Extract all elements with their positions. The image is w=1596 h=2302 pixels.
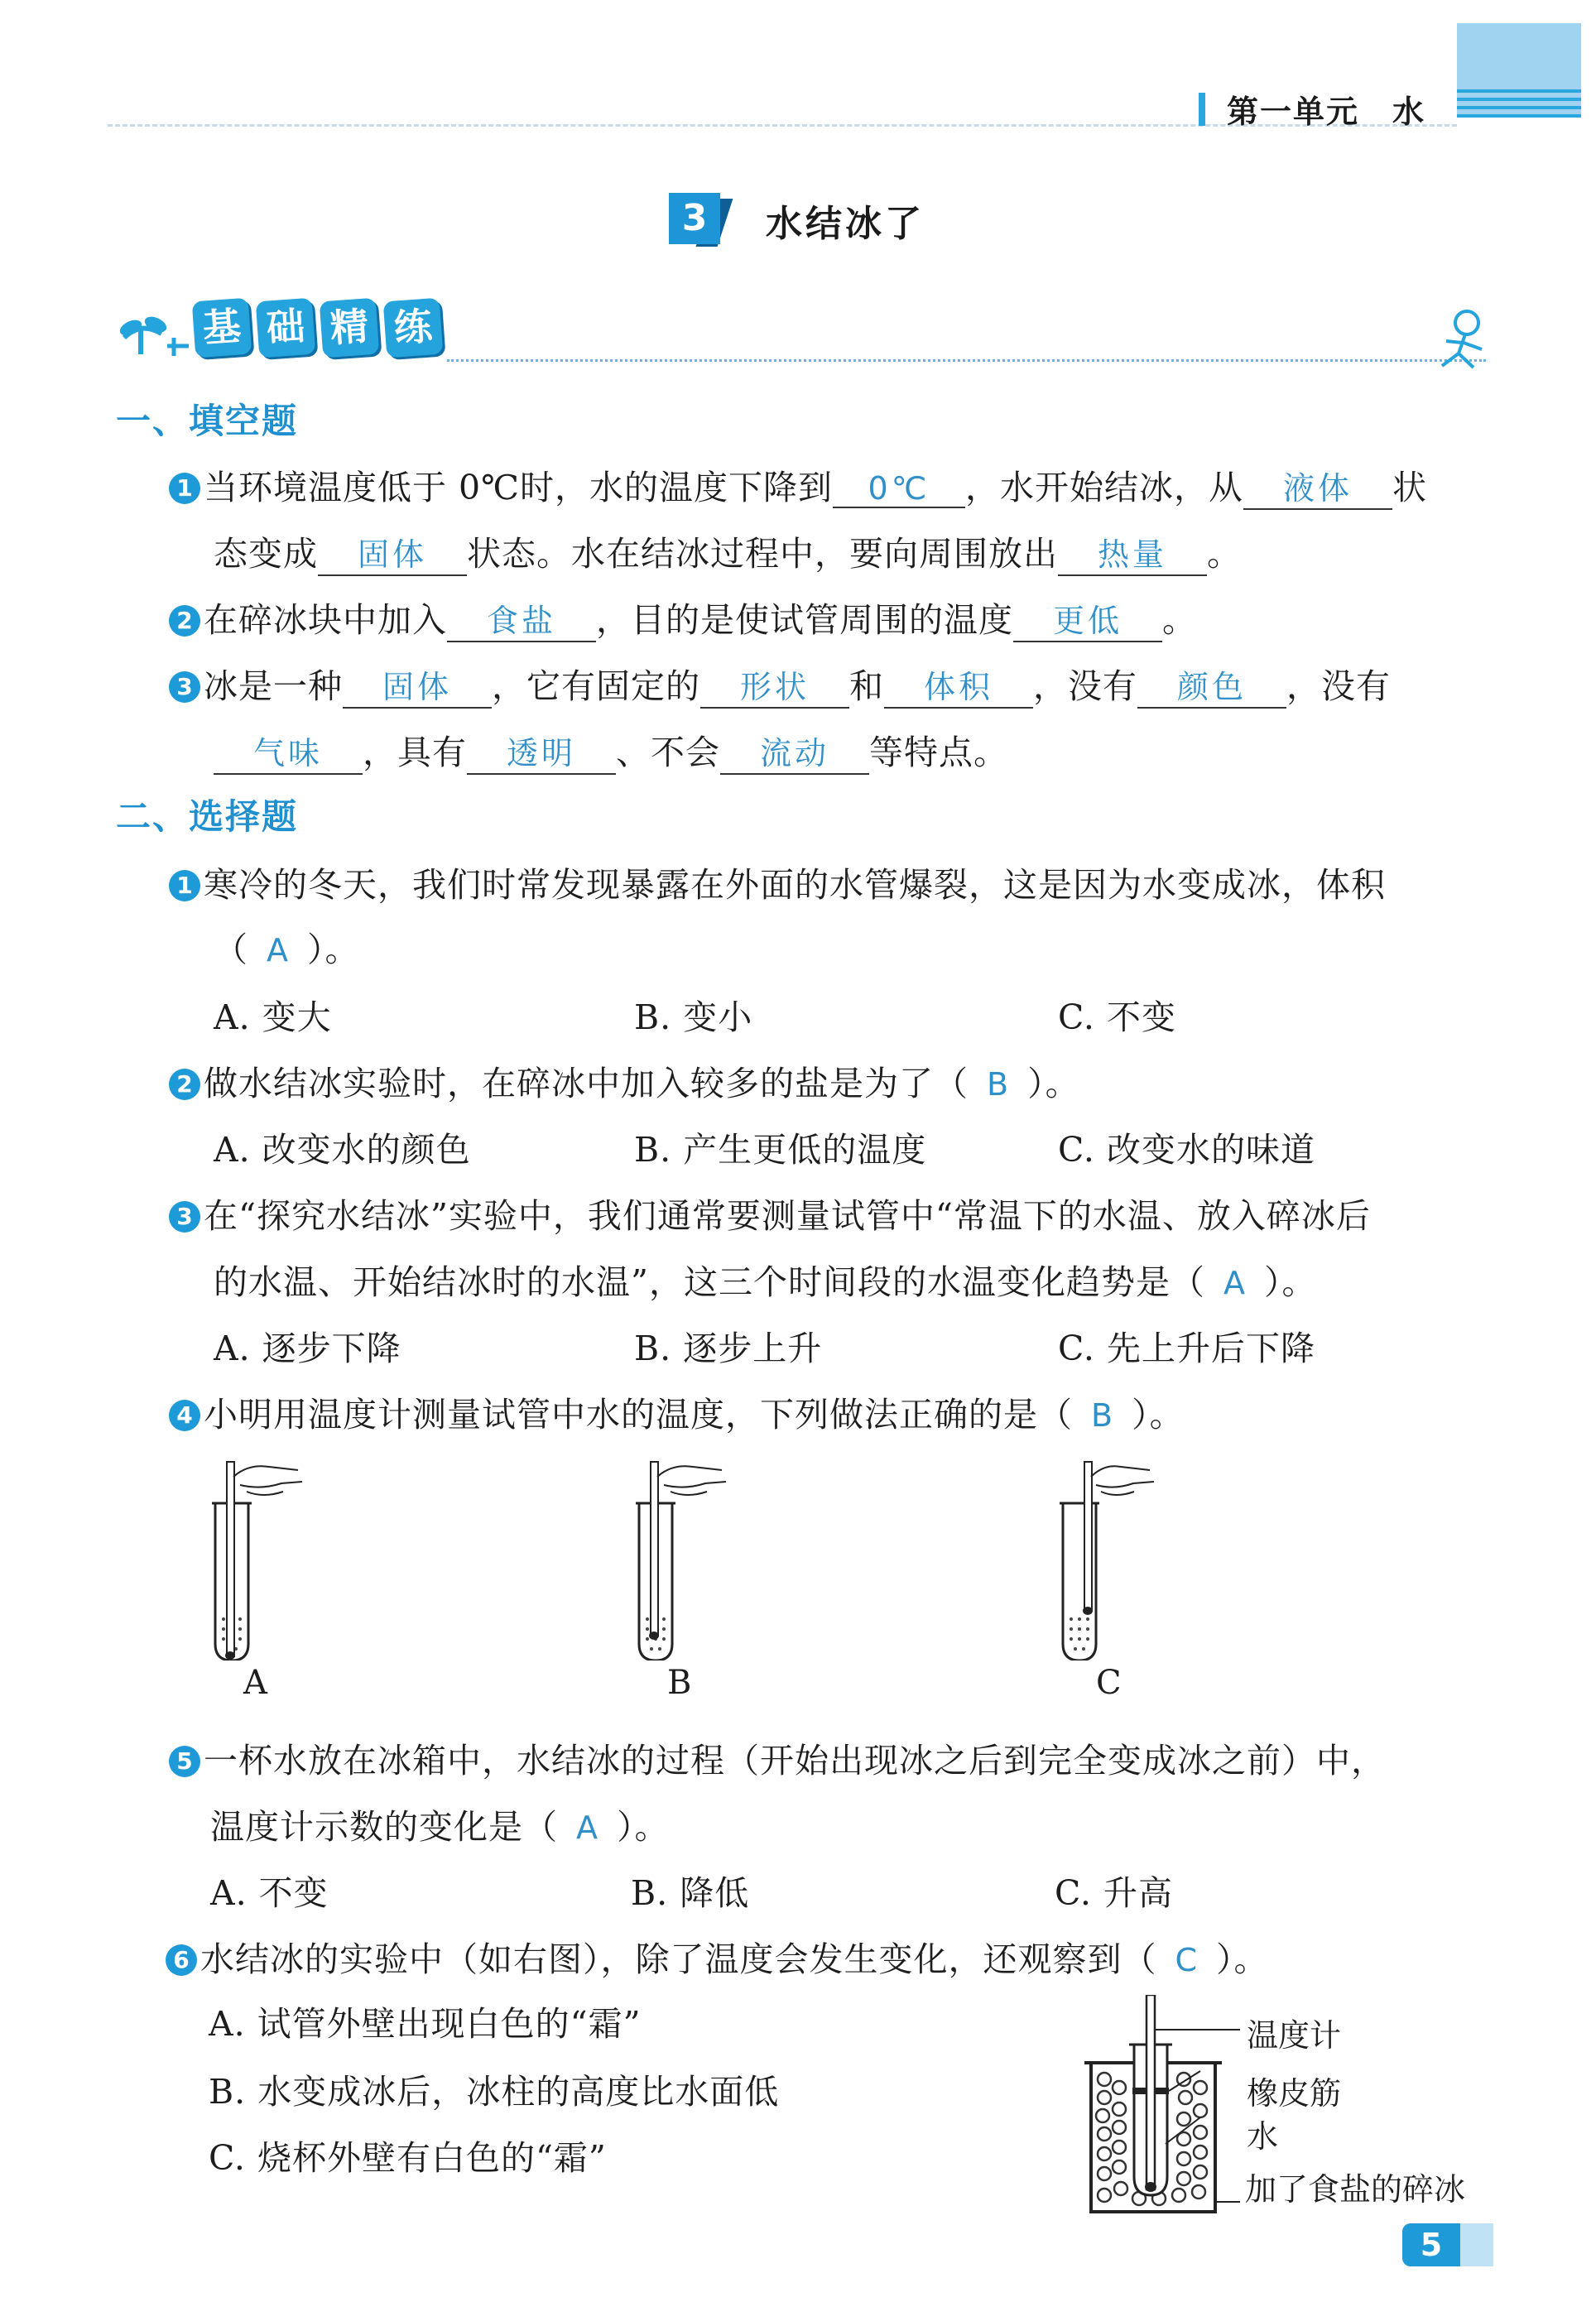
lesson-title: 水结冰了 <box>766 203 925 245</box>
answer-blank: 食盐 <box>447 595 596 642</box>
answer-blank: 透明 <box>467 728 616 775</box>
figure-label-a: A <box>243 1664 267 1702</box>
answer-blank: 流动 <box>720 728 869 775</box>
choice-answer: A <box>267 932 289 968</box>
page-number-tab <box>1460 2223 1493 2266</box>
choice-q5-line1 <box>169 1733 1386 1782</box>
answer-blank: 形状 <box>700 661 849 709</box>
answer-blank: 液体 <box>1243 463 1392 510</box>
question-text: ，具有 <box>363 733 467 772</box>
paren-close: ）。 <box>1132 1395 1185 1435</box>
header-accent-bar <box>1199 93 1205 126</box>
choice-q1-line2 <box>214 922 360 971</box>
unit-title: 第一单元 水 <box>1227 94 1426 130</box>
banner-char-1: 基 <box>192 298 252 358</box>
running-kid-icon <box>1425 308 1492 374</box>
paren-close: ）。 <box>307 930 360 969</box>
figure-label-c: C <box>1096 1664 1122 1702</box>
question-text: 和 <box>849 666 884 706</box>
question-text: 在碎冰块中加入 <box>204 600 447 640</box>
question-text: 当环境温度低于 0℃时，水的温度下降到 <box>204 468 833 507</box>
option-c: C. 不变 <box>1058 997 1176 1037</box>
option-c: C. 烧杯外壁有白色的“霜” <box>209 2138 607 2178</box>
answer-blank: 体积 <box>884 661 1033 709</box>
answer-blank: 气味 <box>214 728 363 775</box>
question-text: ，它有固定的 <box>492 666 700 706</box>
diagram-label-rubber-band: 橡皮筋 <box>1247 2075 1342 2112</box>
option-c: C. 改变水的味道 <box>1058 1130 1315 1170</box>
fill-q2-line1 <box>169 593 1197 642</box>
question-text: 。 <box>1162 600 1197 640</box>
banner-char-2: 础 <box>256 298 316 358</box>
paren-close: ）。 <box>1263 1262 1317 1302</box>
question-text: ，没有 <box>1033 666 1137 706</box>
choice-q2-line1 <box>169 1056 1080 1105</box>
answer-blank: 颜色 <box>1137 661 1286 709</box>
answer-blank: 热量 <box>1058 529 1207 576</box>
option-b: B. 产生更低的温度 <box>634 1130 927 1170</box>
choice-q6-line1 <box>166 1932 1269 1981</box>
question-number: 2 <box>169 605 200 637</box>
question-text: 。 <box>1207 534 1242 574</box>
question-number: 1 <box>169 870 200 901</box>
question-number: 4 <box>169 1400 200 1431</box>
header-stripe <box>1457 114 1581 118</box>
question-text: 小明用温度计测量试管中水的温度，下列做法正确的是（ <box>204 1395 1073 1435</box>
choice-q3-line2 <box>214 1255 1316 1304</box>
section-title-multiple-choice: 二、选择题 <box>116 796 299 837</box>
choice-answer: A <box>1223 1265 1246 1301</box>
option-c: C. 升高 <box>1055 1873 1173 1913</box>
option-a: A. 不变 <box>210 1873 329 1913</box>
answer-blank: 固体 <box>318 529 467 576</box>
diagram-label-thermometer: 温度计 <box>1247 2017 1342 2054</box>
fill-q1-line1 <box>169 460 1427 510</box>
choice-answer: B <box>1091 1397 1114 1434</box>
question-text: 寒冷的冬天，我们时常发现暴露在外面的水管爆裂，这是因为水变成冰，体积 <box>204 865 1386 905</box>
paren-open: （ <box>214 930 248 969</box>
question-text: ，目的是使试管周围的温度 <box>596 600 1013 640</box>
header-stripe <box>1457 106 1581 109</box>
header-stripe <box>1457 89 1581 93</box>
question-text: 状 <box>1392 468 1427 507</box>
diagram-label-water: 水 <box>1247 2118 1279 2155</box>
question-number: 3 <box>169 671 200 703</box>
question-number: 3 <box>169 1201 200 1233</box>
page-number: 5 <box>1402 2223 1460 2266</box>
option-b: B. 变小 <box>634 997 753 1037</box>
fill-q3-line1 <box>169 659 1391 709</box>
paren-close: ）。 <box>1027 1064 1080 1103</box>
test-tube-figure-a <box>190 1454 323 1660</box>
choice-answer: C <box>1175 1942 1199 1978</box>
question-text: ，没有 <box>1286 666 1391 706</box>
option-a: A. 改变水的颜色 <box>214 1130 471 1170</box>
answer-blank: 0℃ <box>833 470 965 508</box>
beaker-diagram <box>1076 1995 1242 2218</box>
option-b: B. 降低 <box>631 1873 750 1913</box>
paren-close: ）。 <box>1216 1939 1269 1979</box>
diagram-label-salted-ice: 加了食盐的碎冰 <box>1245 2171 1466 2208</box>
question-text: 水结冰的实验中（如右图），除了温度会发生变化，还观察到（ <box>200 1939 1157 1979</box>
section-title-fill-blank: 一、填空题 <box>116 401 299 441</box>
option-b: B. 逐步上升 <box>634 1329 823 1368</box>
option-a: A. 试管外壁出现白色的“霜” <box>209 2004 642 2044</box>
question-text: 一杯水放在冰箱中，水结冰的过程（开始出现冰之后到完全变成冰之前）中， <box>204 1741 1386 1781</box>
choice-q1-line1 <box>169 858 1386 906</box>
question-text: 态变成 <box>214 534 318 574</box>
question-text: 状态。水在结冰过程中，要向周围放出 <box>467 534 1058 574</box>
option-b: B. 水变成冰后，冰柱的高度比水面低 <box>209 2072 780 2112</box>
option-a: A. 变大 <box>214 997 332 1037</box>
question-text: 等特点。 <box>869 733 1008 772</box>
banner-char-4: 练 <box>383 298 444 358</box>
question-number: 2 <box>169 1069 200 1100</box>
fill-q1-line2 <box>214 526 1242 576</box>
question-number: 6 <box>166 1944 197 1976</box>
question-text: 的水温、开始结冰时的水温”，这三个时间段的水温变化趋势是（ <box>214 1262 1205 1302</box>
fill-q3-line2 <box>214 725 1008 775</box>
question-text: 做水结冰实验时，在碎冰中加入较多的盐是为了（ <box>204 1064 969 1103</box>
answer-blank: 更低 <box>1013 595 1162 642</box>
choice-q3-line1 <box>169 1189 1371 1238</box>
header-stripe <box>1457 98 1581 101</box>
test-tube-figure-c <box>1038 1454 1171 1660</box>
choice-answer: A <box>576 1809 598 1846</box>
choice-q4-line1 <box>169 1387 1185 1436</box>
option-a: A. 逐步下降 <box>214 1329 401 1368</box>
question-number: 1 <box>169 473 200 504</box>
sprout-icon <box>116 305 190 363</box>
answer-blank: 固体 <box>343 661 492 709</box>
choice-q5-line2 <box>210 1800 670 1848</box>
paren-close: ）。 <box>617 1807 670 1847</box>
lesson-number: 3 <box>669 193 720 244</box>
banner-dotted-line <box>447 359 1486 362</box>
question-text: 在“探究水结冰”实验中，我们通常要测量试管中“常温下的水温、放入碎冰后 <box>204 1196 1371 1236</box>
option-c: C. 先上升后下降 <box>1058 1329 1315 1368</box>
banner-char-3: 精 <box>320 298 380 358</box>
figure-label-b: B <box>667 1664 692 1702</box>
question-number: 5 <box>169 1746 200 1777</box>
test-tube-figure-b <box>614 1454 747 1660</box>
question-text: 冰是一种 <box>204 666 343 706</box>
question-text: 、不会 <box>616 733 720 772</box>
question-text: 温度计示数的变化是（ <box>210 1807 558 1847</box>
header-tab-block <box>1457 23 1581 118</box>
choice-answer: B <box>987 1066 1010 1103</box>
question-text: ，水开始结冰，从 <box>964 468 1243 507</box>
